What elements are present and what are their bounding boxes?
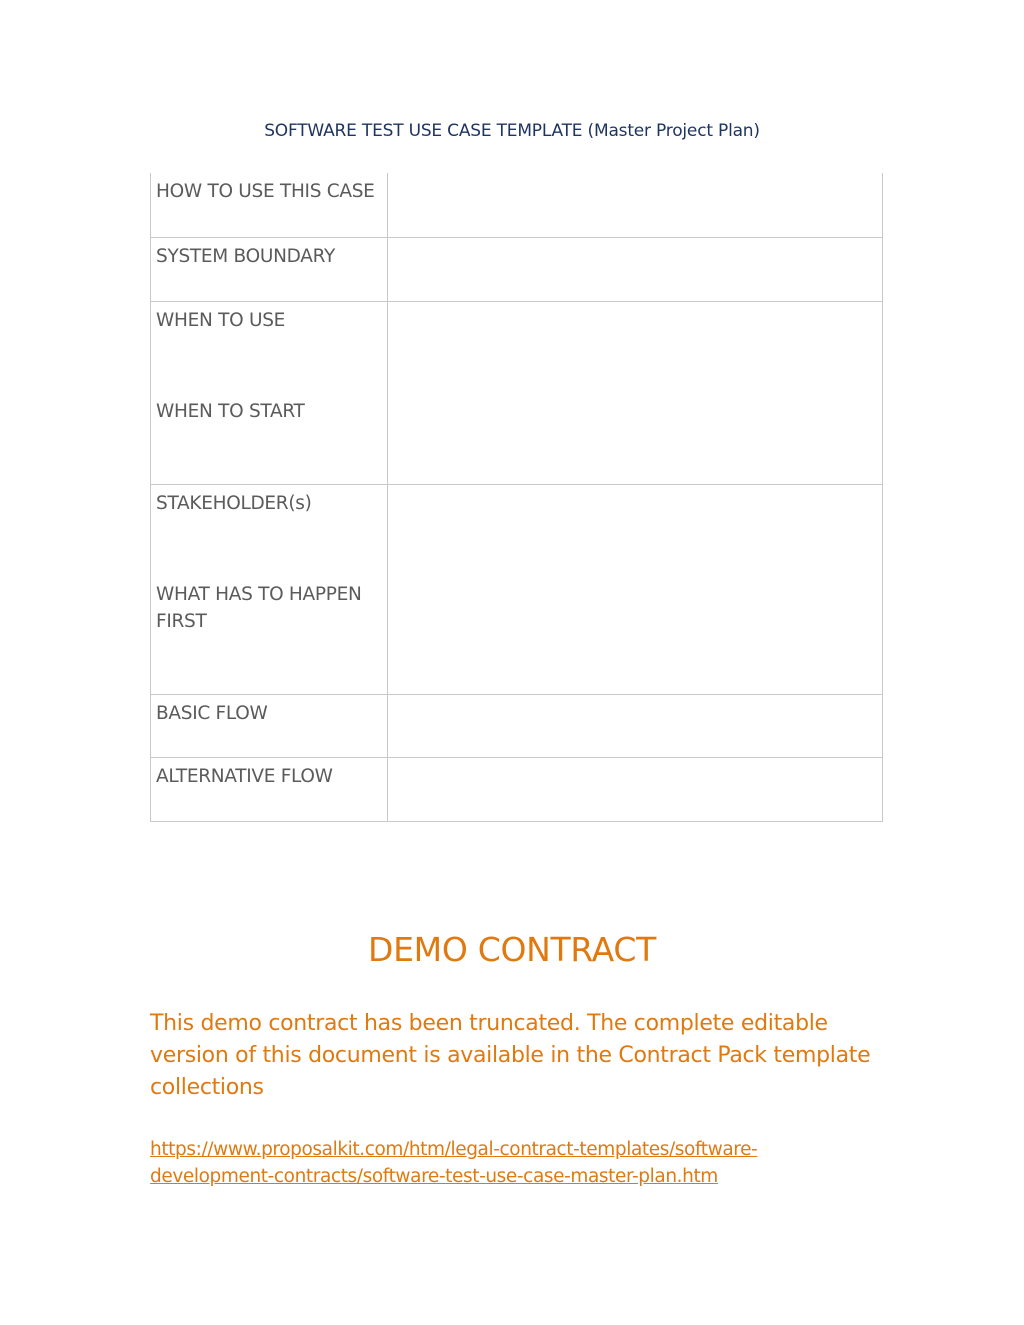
table-row <box>151 237 883 301</box>
row-value-cell[interactable] <box>388 173 883 237</box>
use-case-table <box>150 173 883 822</box>
row-label-cell <box>151 237 388 301</box>
demo-contract-title: DEMO CONTRACT <box>368 930 656 969</box>
row-value-cell[interactable] <box>388 484 883 694</box>
row-label-cell <box>151 484 388 694</box>
row-label: WHAT HAS TO HAPPEN FIRST <box>156 583 362 632</box>
row-label-cell <box>151 757 388 821</box>
row-label-cell <box>151 301 388 484</box>
row-label-cell <box>151 173 388 237</box>
link-line[interactable]: https://www.proposalkit.com/htm/legal-contract-templates/software- <box>150 1139 758 1160</box>
row-label: WHEN TO START <box>156 400 305 422</box>
row-label-cell <box>151 694 388 757</box>
row-label: ALTERNATIVE FLOW <box>156 765 333 787</box>
row-label: SYSTEM BOUNDARY <box>156 245 335 267</box>
row-value-cell[interactable] <box>388 301 883 484</box>
demo-contract-notice: This demo contract has been truncated. The complete editable version of this document is available in the Contract Pack template collections <box>150 1011 871 1100</box>
row-value-cell[interactable] <box>388 237 883 301</box>
table-row <box>151 173 883 237</box>
row-label: BASIC FLOW <box>156 702 268 724</box>
table-row <box>151 694 883 757</box>
row-label: WHEN TO USE <box>156 309 286 331</box>
table-row <box>151 484 883 694</box>
table-row <box>151 301 883 484</box>
page-header-title: SOFTWARE TEST USE CASE TEMPLATE (Master Project Plan) <box>264 121 760 141</box>
contract-pack-link[interactable] <box>150 1136 880 1190</box>
row-label: STAKEHOLDER(s) <box>156 492 312 514</box>
row-value-cell[interactable] <box>388 757 883 821</box>
table-row <box>151 757 883 821</box>
row-value-cell[interactable] <box>388 694 883 757</box>
row-label: HOW TO USE THIS CASE <box>156 181 375 202</box>
link-line[interactable]: development-contracts/software-test-use-case-master-plan.htm <box>150 1166 718 1187</box>
